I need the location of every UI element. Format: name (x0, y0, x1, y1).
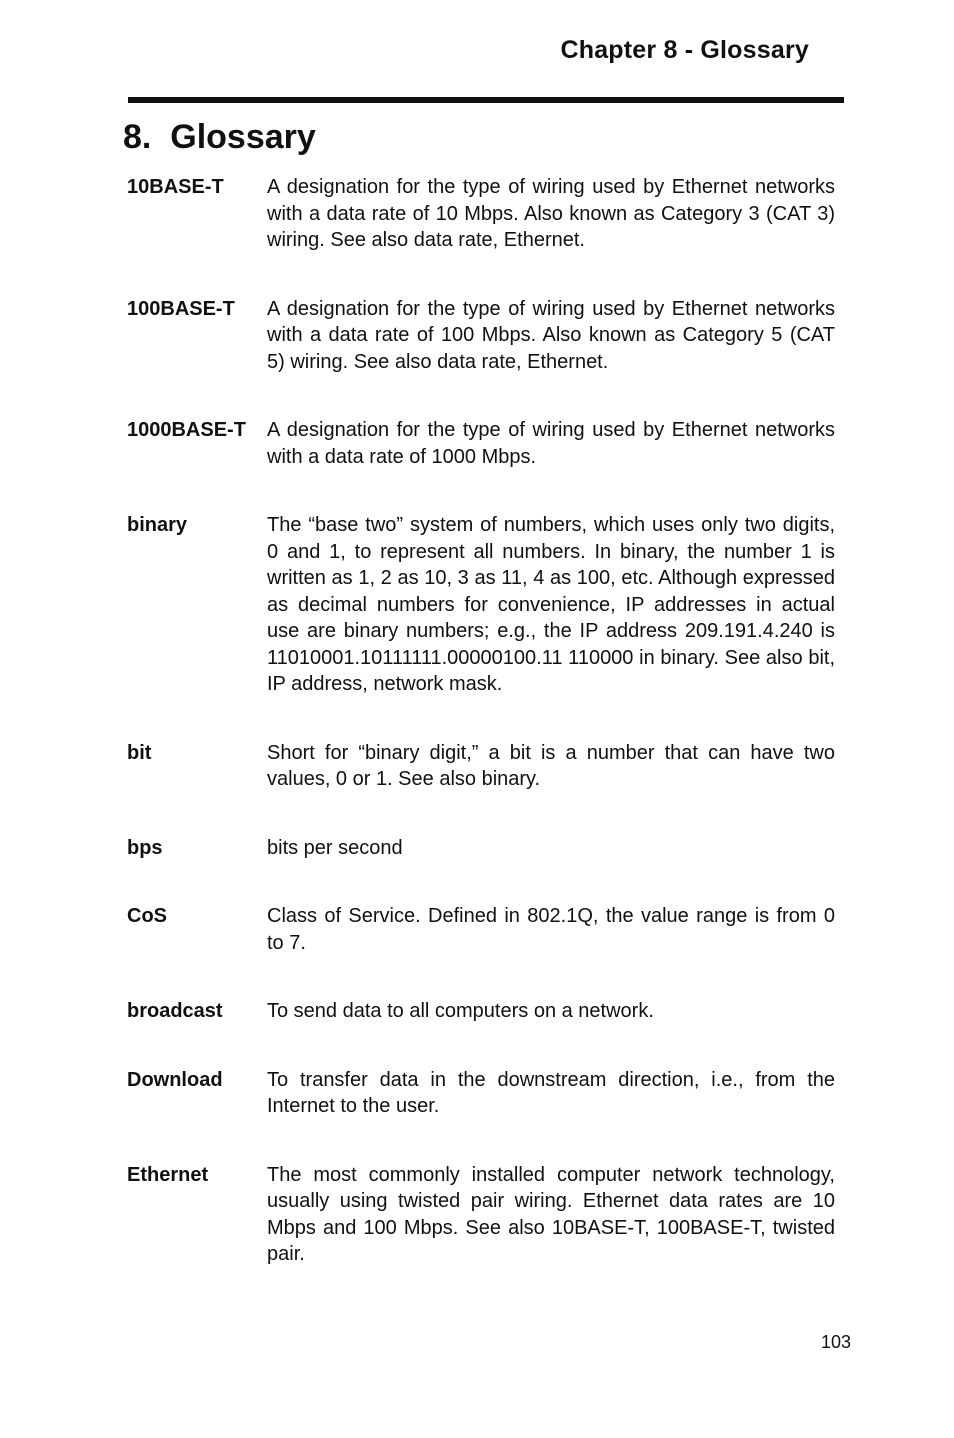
chapter-title: 8. Glossary (123, 118, 316, 156)
glossary-definition: To transfer data in the downstream direction, i.e., from the Internet to the user. (267, 1068, 835, 1117)
glossary-entry (127, 417, 835, 470)
glossary-definition: The “base two” system of numbers, which uses only two digits, 0 and 1, to represent all numbers. In binary, the number 1 is written as 1, 2 as 10, 3 as 11, 4 as 100, etc. Although expressed as decimal numbers for convenience, IP addresses in actual use are binary numbers; e.g., the IP address 209.191.4.240 is 11010001.10111111.00000100.11 110000 in binary. See also bit, IP address, network mask. (267, 514, 835, 695)
glossary-entry (127, 1162, 835, 1268)
glossary-term: Download (127, 1068, 223, 1091)
glossary-definition: Class of Service. Defined in 802.1Q, the value range is from 0 to 7. (267, 905, 835, 954)
glossary-term: bps (127, 836, 163, 859)
glossary-entry (127, 835, 835, 862)
glossary-entry (127, 296, 835, 376)
glossary-term: CoS (127, 905, 167, 927)
glossary-entry (127, 998, 835, 1025)
glossary-entry (127, 1067, 835, 1120)
glossary-entry (127, 174, 835, 254)
header-rule (128, 97, 844, 103)
glossary-entry (127, 903, 835, 956)
glossary-term: 100BASE-T (127, 297, 235, 320)
glossary-definition: A designation for the type of wiring used by Ethernet networks with a data rate of 10 Mbps. Also known as Category 3 (CAT 3) wiring. See also data rate, Ethernet. (267, 176, 835, 251)
glossary-term: 10BASE-T (127, 176, 224, 198)
glossary-entry (127, 740, 835, 793)
glossary-term: binary (127, 514, 188, 536)
glossary-term: broadcast (127, 1000, 223, 1022)
glossary-term: bit (127, 741, 152, 764)
glossary-definition: Short for “binary digit,” a bit is a number that can have two values, 0 or 1. See also binary. (267, 741, 835, 790)
glossary-definition: bits per second (267, 836, 403, 859)
glossary-entry (127, 512, 835, 698)
glossary-term: Ethernet (127, 1163, 209, 1186)
running-header: Chapter 8 - Glossary (560, 36, 809, 64)
glossary-term: 1000BASE-T (127, 419, 246, 441)
glossary-definition: The most commonly installed computer network technology, usually using twisted pair wiring. Ethernet data rates are 10 Mbps and 100 Mbps. See also 10BASE-T, 100BASE-T, twisted pair. (267, 1163, 835, 1265)
glossary-list (127, 174, 835, 1310)
glossary-definition: A designation for the type of wiring used by Ethernet networks with a data rate of 100 Mbps. Also known as Category 5 (CAT 5) wiring. See also data rate, Ethernet. (267, 297, 835, 373)
page-number: 103 (820, 1332, 851, 1352)
glossary-definition: A designation for the type of wiring used by Ethernet networks with a data rate of 1000 Mbps. (267, 419, 835, 468)
glossary-definition: To send data to all computers on a network. (267, 1000, 654, 1022)
